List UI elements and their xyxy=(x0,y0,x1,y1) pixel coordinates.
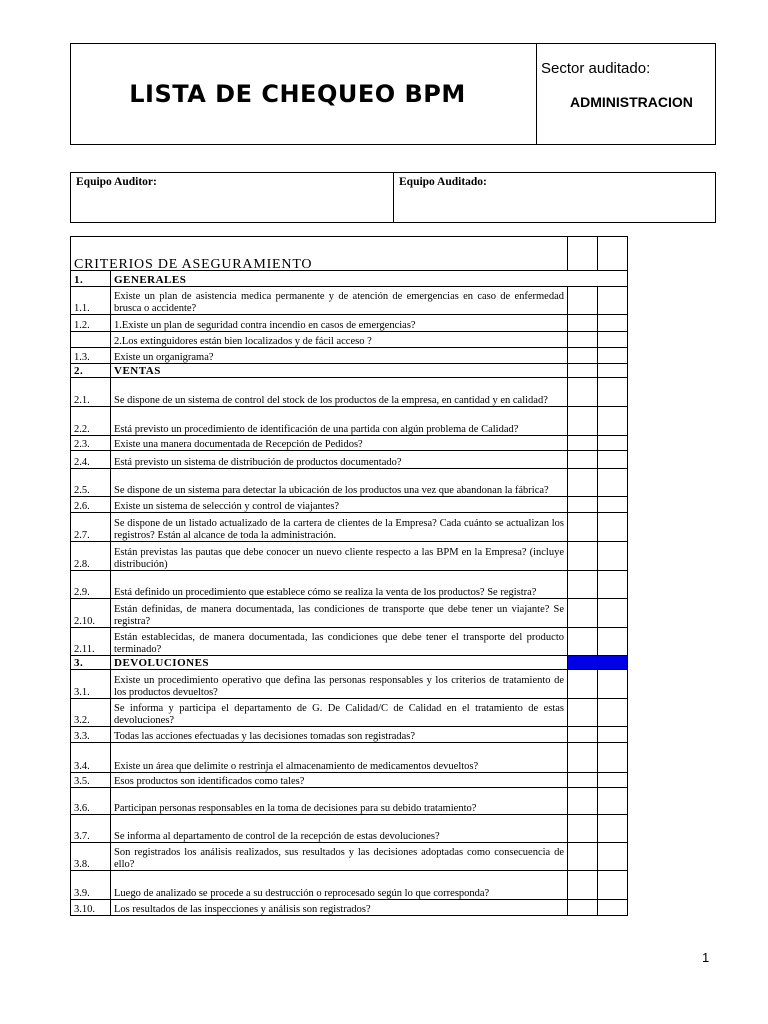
item-question: 2.Los extinguidores están bien localizados y de fácil acceso ? xyxy=(111,332,568,348)
check-cell[interactable] xyxy=(568,628,598,656)
check-cell[interactable] xyxy=(598,287,628,315)
check-cell[interactable] xyxy=(568,348,598,364)
checklist-item-row xyxy=(71,348,628,364)
item-question: Luego de analizado se procede a su destrucción o reprocesado según lo que corresponda? xyxy=(111,871,568,900)
checklist-item-row xyxy=(71,727,628,743)
item-question: Existe un organigrama? xyxy=(111,348,568,364)
check-cell[interactable] xyxy=(568,513,598,542)
check-cell[interactable] xyxy=(568,542,598,571)
check-cell[interactable] xyxy=(568,287,598,315)
sector-value: ADMINISTRACION xyxy=(570,94,693,110)
item-number: 3.6. xyxy=(71,788,111,815)
section-row xyxy=(71,271,628,287)
check-cell[interactable] xyxy=(598,743,628,773)
auditor-team-label: Equipo Auditor: xyxy=(76,176,157,188)
checklist-item-row xyxy=(71,451,628,469)
item-number: 3.3. xyxy=(71,727,111,743)
item-number: 1.1. xyxy=(71,287,111,315)
check-cell[interactable] xyxy=(598,348,628,364)
item-number: 3.2. xyxy=(71,699,111,727)
check-cell[interactable] xyxy=(568,237,598,271)
check-cell[interactable] xyxy=(598,407,628,436)
item-question: Existe un sistema de selección y control de viajantes? xyxy=(111,497,568,513)
check-cell[interactable] xyxy=(568,451,598,469)
checklist-item-row xyxy=(71,900,628,916)
item-number: 1.2. xyxy=(71,315,111,332)
item-question: Están previstas las pautas que debe conocer un nuevo cliente respecto a las BPM en la Empresa? (incluye distribución) xyxy=(111,542,568,571)
item-question: 1.Existe un plan de seguridad contra incendio en casos de emergencias? xyxy=(111,315,568,332)
checklist-item-row xyxy=(71,407,628,436)
check-cell[interactable] xyxy=(598,900,628,916)
checklist-item-row xyxy=(71,788,628,815)
check-cell[interactable] xyxy=(568,364,598,378)
section-label: DEVOLUCIONES xyxy=(111,656,568,670)
checklist-item-row xyxy=(71,315,628,332)
check-cell[interactable] xyxy=(568,497,598,513)
audited-team-field[interactable] xyxy=(394,173,715,222)
check-cell[interactable] xyxy=(568,843,598,871)
check-cell[interactable] xyxy=(598,497,628,513)
check-cell[interactable] xyxy=(568,315,598,332)
check-cell[interactable] xyxy=(598,628,628,656)
item-number: 2.10. xyxy=(71,599,111,628)
check-cell[interactable] xyxy=(568,407,598,436)
item-number: 2.6. xyxy=(71,497,111,513)
check-cell[interactable] xyxy=(598,513,628,542)
item-question: Todas las acciones efectuadas y las decisiones tomadas son registradas? xyxy=(111,727,568,743)
check-cell[interactable] xyxy=(568,773,598,788)
sector-label: Sector auditado: xyxy=(541,60,651,77)
check-cell[interactable] xyxy=(598,773,628,788)
item-number: 2.8. xyxy=(71,542,111,571)
item-number: 3.10. xyxy=(71,900,111,916)
check-cell[interactable] xyxy=(598,699,628,727)
check-cell[interactable] xyxy=(568,469,598,497)
item-number: 3.9. xyxy=(71,871,111,900)
item-question: Participan personas responsables en la toma de decisiones para su debido tratamiento? xyxy=(111,788,568,815)
check-cell[interactable] xyxy=(568,378,598,407)
checklist-item-row xyxy=(71,497,628,513)
audited-team-label: Equipo Auditado: xyxy=(399,176,487,188)
item-question: Esos productos son identificados como tales? xyxy=(111,773,568,788)
item-question: Existe un plan de asistencia medica permanente y de atención de emergencias en caso de enfermedad brusca o accidente? xyxy=(111,287,568,315)
checklist-item-row xyxy=(71,815,628,843)
item-number: 2.7. xyxy=(71,513,111,542)
item-number: 3.7. xyxy=(71,815,111,843)
check-cell[interactable] xyxy=(598,315,628,332)
checklist-item-row xyxy=(71,542,628,571)
checklist-item-row xyxy=(71,332,628,348)
check-cell[interactable] xyxy=(568,815,598,843)
check-cell[interactable] xyxy=(568,871,598,900)
check-cell[interactable] xyxy=(598,727,628,743)
check-cell[interactable] xyxy=(568,656,598,670)
item-question: Se informa al departamento de control de la recepción de estas devoluciones? xyxy=(111,815,568,843)
checklist-item-row xyxy=(71,571,628,599)
item-question: Está previsto un sistema de distribución de productos documentado? xyxy=(111,451,568,469)
check-cell[interactable] xyxy=(598,656,628,670)
item-number: 1.3. xyxy=(71,348,111,364)
check-cell[interactable] xyxy=(598,332,628,348)
checklist-item-row xyxy=(71,843,628,871)
sector-cell xyxy=(537,44,715,144)
item-question: Existe una manera documentada de Recepción de Pedidos? xyxy=(111,436,568,451)
check-cell[interactable] xyxy=(568,332,598,348)
checklist-item-row xyxy=(71,287,628,315)
checklist-item-row xyxy=(71,469,628,497)
section-row xyxy=(71,364,628,378)
checklist-item-row xyxy=(71,670,628,699)
item-question: Están establecidas, de manera documentada, las condiciones que debe tener el transporte del producto terminado? xyxy=(111,628,568,656)
check-cell[interactable] xyxy=(568,743,598,773)
checklist-item-row xyxy=(71,378,628,407)
check-cell[interactable] xyxy=(568,670,598,699)
checklist-item-row xyxy=(71,743,628,773)
item-question: Se dispone de un sistema para detectar la ubicación de los productos una vez que abandonan la fábrica? xyxy=(111,469,568,497)
item-number: 2.4. xyxy=(71,451,111,469)
section-number: 3. xyxy=(71,656,111,670)
check-cell[interactable] xyxy=(568,599,598,628)
item-question: Se dispone de un listado actualizado de la cartera de clientes de la Empresa? Cada cuánto se actualizan los registros? Están al alcance de toda la administración. xyxy=(111,513,568,542)
checklist-item-row xyxy=(71,599,628,628)
check-cell[interactable] xyxy=(568,436,598,451)
page-number: 1 xyxy=(702,950,710,965)
section-number: 1. xyxy=(71,271,111,287)
checklist-table xyxy=(70,236,628,916)
item-number: 2.2. xyxy=(71,407,111,436)
checklist-item-row xyxy=(71,871,628,900)
auditor-team-field[interactable] xyxy=(71,173,394,222)
item-question: Existe un procedimiento operativo que defina las personas responsables y los criterios de tratamiento de los productos devueltos? xyxy=(111,670,568,699)
check-cell[interactable] xyxy=(598,451,628,469)
section-label: VENTAS xyxy=(111,364,568,378)
item-number: 3.8. xyxy=(71,843,111,871)
check-cell[interactable] xyxy=(598,364,628,378)
checklist-item-row xyxy=(71,436,628,451)
item-number: 2.1. xyxy=(71,378,111,407)
document-title: LISTA DE CHEQUEO BPM xyxy=(71,44,537,144)
check-cell[interactable] xyxy=(598,788,628,815)
check-cell[interactable] xyxy=(598,542,628,571)
item-number xyxy=(71,332,111,348)
item-question: Son registrados los análisis realizados, sus resultados y las decisiones adoptadas como consecuencia de ello? xyxy=(111,843,568,871)
header-box xyxy=(70,43,716,145)
item-question: Se informa y participa el departamento de G. De Calidad/C de Calidad en el tratamiento de estas devoluciones? xyxy=(111,699,568,727)
check-cell[interactable] xyxy=(598,670,628,699)
item-number: 2.5. xyxy=(71,469,111,497)
item-question: Está previsto un procedimiento de identificación de una partida con algún problema de Calidad? xyxy=(111,407,568,436)
criteria-title: CRITERIOS DE ASEGURAMIENTO xyxy=(71,237,568,271)
check-cell[interactable] xyxy=(598,237,628,271)
item-number: 3.4. xyxy=(71,743,111,773)
checklist-item-row xyxy=(71,628,628,656)
section-label: GENERALES xyxy=(111,271,628,287)
item-question: Está definido un procedimiento que establece cómo se realiza la venta de los productos? Se registra? xyxy=(111,571,568,599)
check-cell[interactable] xyxy=(598,843,628,871)
check-cell[interactable] xyxy=(568,699,598,727)
check-cell[interactable] xyxy=(568,727,598,743)
checklist-item-row xyxy=(71,513,628,542)
item-question: Los resultados de las inspecciones y análisis son registrados? xyxy=(111,900,568,916)
item-number: 3.1. xyxy=(71,670,111,699)
check-cell[interactable] xyxy=(598,378,628,407)
check-cell[interactable] xyxy=(598,571,628,599)
item-number: 2.11. xyxy=(71,628,111,656)
check-cell[interactable] xyxy=(598,815,628,843)
check-cell[interactable] xyxy=(598,599,628,628)
item-number: 2.3. xyxy=(71,436,111,451)
check-cell[interactable] xyxy=(568,788,598,815)
team-box xyxy=(70,172,716,223)
checklist-item-row xyxy=(71,773,628,788)
section-number: 2. xyxy=(71,364,111,378)
criteria-header-row xyxy=(71,237,628,271)
check-cell[interactable] xyxy=(568,900,598,916)
item-question: Se dispone de un sistema de control del stock de los productos de la empresa, en cantidad y en calidad? xyxy=(111,378,568,407)
check-cell[interactable] xyxy=(598,871,628,900)
item-question: Existe un área que delimite o restrinja el almacenamiento de medicamentos devueltos? xyxy=(111,743,568,773)
check-cell[interactable] xyxy=(598,469,628,497)
section-row xyxy=(71,656,628,670)
check-cell[interactable] xyxy=(568,571,598,599)
item-number: 2.9. xyxy=(71,571,111,599)
check-cell[interactable] xyxy=(598,436,628,451)
item-question: Están definidas, de manera documentada, las condiciones de transporte que debe tener un viajante? Se registra? xyxy=(111,599,568,628)
checklist-item-row xyxy=(71,699,628,727)
item-number: 3.5. xyxy=(71,773,111,788)
